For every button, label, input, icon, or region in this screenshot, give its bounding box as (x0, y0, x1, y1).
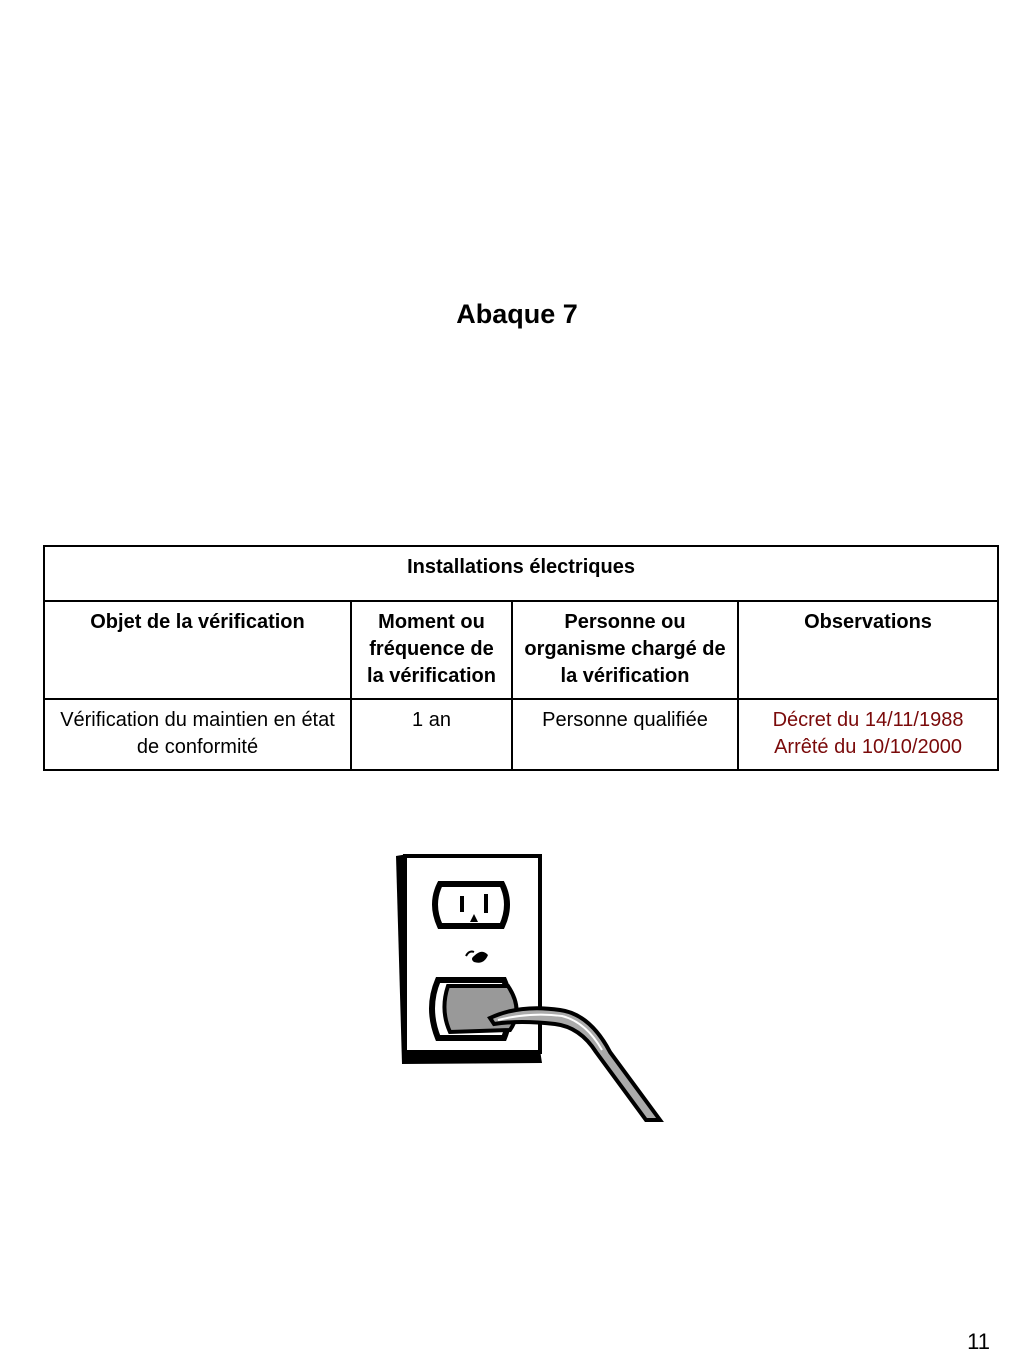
table-header-row (44, 601, 998, 699)
verification-table (43, 545, 999, 771)
header-objet: Objet de la vérification (44, 601, 351, 699)
page-title: Abaque 7 (456, 299, 578, 329)
observation-arrete: Arrêté du 10/10/2000 (774, 736, 962, 758)
electrical-outlet-plug-icon (390, 852, 665, 1122)
table-caption: Installations électriques (44, 546, 998, 601)
cell-objet: Vérification du maintien en état de conformité (44, 699, 351, 770)
header-observations: Observations (738, 601, 998, 699)
table-caption-row (44, 546, 998, 601)
header-personne: Personne ou organisme chargé de la vérification (512, 601, 738, 699)
page-number: 11 (967, 1329, 990, 1354)
table-row (44, 699, 998, 770)
cell-personne: Personne qualifiée (512, 699, 738, 770)
header-moment: Moment ou fréquence de la vérification (351, 601, 512, 699)
cell-observations (738, 699, 998, 770)
cell-moment: 1 an (351, 699, 512, 770)
observation-decret: Décret du 14/11/1988 (772, 709, 964, 731)
